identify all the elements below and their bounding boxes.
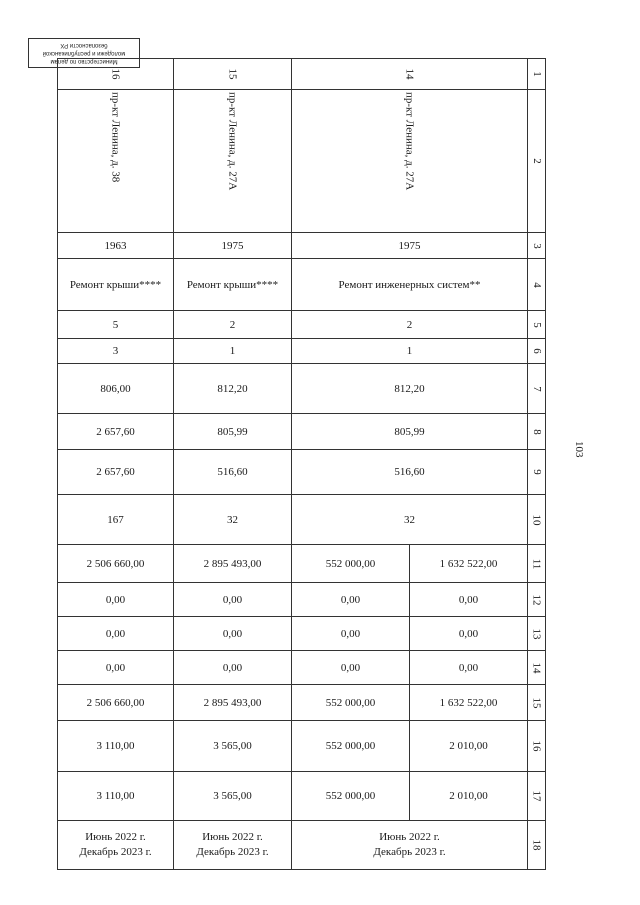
fund-owner-cell: 1 632 522,00	[410, 685, 528, 721]
table-row	[58, 414, 546, 450]
area-total-cell: 812,20	[174, 364, 292, 414]
row-number: 6	[528, 339, 546, 364]
year-cell: 1963	[58, 233, 174, 259]
floors-cell: 2	[292, 311, 528, 339]
table-row	[58, 617, 546, 651]
fund-federal-cell: 0,00	[58, 583, 174, 617]
stamp-line: молодежи и республиканской	[42, 50, 126, 56]
row-number: 13	[528, 617, 546, 651]
fund-owner-cell: 2 506 660,00	[58, 685, 174, 721]
area-other-cell: 516,60	[292, 450, 528, 495]
table-row	[58, 364, 546, 414]
area-other-cell: 516,60	[174, 450, 292, 495]
deadline-cell: Июнь 2022 г. Декабрь 2023 г.	[292, 821, 528, 870]
address-cell: пр-кт Ленина, д. 38	[58, 90, 174, 233]
unit-cost-cell: 3 565,00	[174, 721, 292, 772]
deadline-cell: Июнь 2022 г. Декабрь 2023 г.	[174, 821, 292, 870]
table-row	[58, 90, 546, 233]
row-number: 16	[528, 721, 546, 772]
area-total-cell: 812,20	[292, 364, 528, 414]
table-row	[58, 59, 546, 90]
area-living-cell: 805,99	[174, 414, 292, 450]
residents-cell: 32	[174, 495, 292, 545]
fund-local-cell: 0,00	[174, 651, 292, 685]
limit-cost-cell: 2 010,00	[410, 772, 528, 821]
fund-regional-cell: 0,00	[410, 617, 528, 651]
limit-cost-cell: 552 000,00	[292, 772, 410, 821]
table-row	[58, 311, 546, 339]
year-cell: 1975	[174, 233, 292, 259]
table-row	[58, 651, 546, 685]
fund-local-cell: 0,00	[292, 651, 410, 685]
object-number: 14	[292, 59, 528, 90]
unit-cost-cell: 2 010,00	[410, 721, 528, 772]
row-number: 17	[528, 772, 546, 821]
deadline-cell: Июнь 2022 г. Декабрь 2023 г.	[58, 821, 174, 870]
table-row	[58, 495, 546, 545]
table-row	[58, 721, 546, 772]
object-number: 16	[58, 59, 174, 90]
table-row	[58, 233, 546, 259]
unit-cost-cell: 552 000,00	[292, 721, 410, 772]
cost-cell: 1 632 522,00	[410, 545, 528, 583]
work-type-cell: Ремонт инженерных систем**	[292, 259, 528, 311]
table-row	[58, 450, 546, 495]
row-number: 15	[528, 685, 546, 721]
stamp-line: Министерство по делам	[50, 58, 118, 64]
table-row	[58, 259, 546, 311]
area-total-cell: 806,00	[58, 364, 174, 414]
floors-cell: 5	[58, 311, 174, 339]
fund-local-cell: 0,00	[58, 651, 174, 685]
unit-cost-cell: 3 110,00	[58, 721, 174, 772]
row-number: 2	[528, 90, 546, 233]
object-number: 15	[174, 59, 292, 90]
row-number: 3	[528, 233, 546, 259]
entrances-cell: 1	[174, 339, 292, 364]
row-number: 7	[528, 364, 546, 414]
fund-regional-cell: 0,00	[58, 617, 174, 651]
area-living-cell: 2 657,60	[58, 414, 174, 450]
work-type-cell: Ремонт крыши****	[58, 259, 174, 311]
limit-cost-cell: 3 565,00	[174, 772, 292, 821]
area-living-cell: 805,99	[292, 414, 528, 450]
row-number: 9	[528, 450, 546, 495]
limit-cost-cell: 3 110,00	[58, 772, 174, 821]
row-number: 5	[528, 311, 546, 339]
stamp-line: безопасности РХ	[60, 42, 108, 48]
page-number: 103	[573, 441, 585, 458]
year-cell: 1975	[292, 233, 528, 259]
cost-cell: 552 000,00	[292, 545, 410, 583]
row-number: 18	[528, 821, 546, 870]
row-number: 8	[528, 414, 546, 450]
fund-federal-cell: 0,00	[410, 583, 528, 617]
table-row	[58, 339, 546, 364]
work-type-cell: Ремонт крыши****	[174, 259, 292, 311]
table-row	[58, 685, 546, 721]
row-number: 12	[528, 583, 546, 617]
address-cell: пр-кт Ленина, д. 27А	[292, 90, 528, 233]
floors-cell: 2	[174, 311, 292, 339]
fund-regional-cell: 0,00	[174, 617, 292, 651]
row-number: 11	[528, 545, 546, 583]
row-number: 1	[528, 59, 546, 90]
repair-program-table	[57, 58, 546, 870]
cost-cell: 2 895 493,00	[174, 545, 292, 583]
table-row	[58, 821, 546, 870]
fund-owner-cell: 2 895 493,00	[174, 685, 292, 721]
residents-cell: 167	[58, 495, 174, 545]
fund-federal-cell: 0,00	[174, 583, 292, 617]
table-row	[58, 545, 546, 583]
entrances-cell: 3	[58, 339, 174, 364]
fund-local-cell: 0,00	[410, 651, 528, 685]
area-other-cell: 2 657,60	[58, 450, 174, 495]
residents-cell: 32	[292, 495, 528, 545]
row-number: 14	[528, 651, 546, 685]
row-number: 10	[528, 495, 546, 545]
fund-owner-cell: 552 000,00	[292, 685, 410, 721]
table-row	[58, 772, 546, 821]
fund-federal-cell: 0,00	[292, 583, 410, 617]
entrances-cell: 1	[292, 339, 528, 364]
address-cell: пр-кт Ленина, д. 27А	[174, 90, 292, 233]
fund-regional-cell: 0,00	[292, 617, 410, 651]
row-number: 4	[528, 259, 546, 311]
cost-cell: 2 506 660,00	[58, 545, 174, 583]
table-row	[58, 583, 546, 617]
